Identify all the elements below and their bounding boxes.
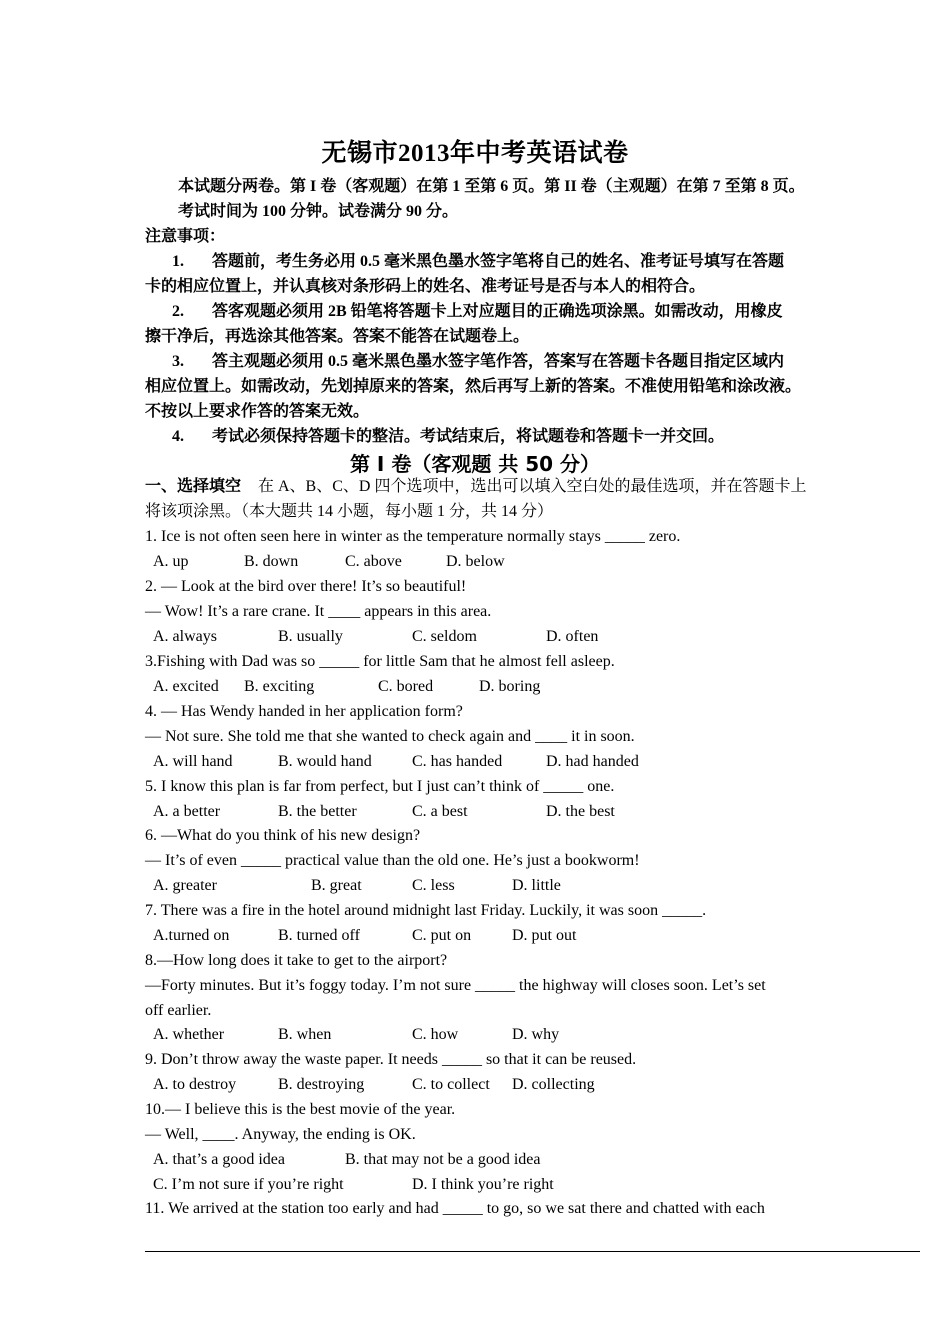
option-a: A. that’s a good idea (153, 1151, 285, 1168)
section-title: 第 I 卷（客观题 共 50 分） (349, 452, 601, 476)
option-d: D. collecting (512, 1076, 595, 1093)
question-stem: 8.—How long does it take to get to the airport? (145, 952, 448, 969)
option-d: D. little (512, 877, 561, 894)
option-d: D. below (446, 553, 505, 570)
option-c: C. I’m not sure if you’re right (153, 1176, 344, 1193)
note-text: 答主观题必须用 0.5 毫米黑色墨水签字笔作答，答案写在答题卡各题目指定区域内 (212, 353, 785, 370)
part-instruction: 将该项涂黑。（本大题共 14 小题，每小题 1 分，共 14 分） (145, 503, 554, 520)
note-number: 2. (172, 303, 184, 320)
note-text: 答题前，考生务必用 0.5 毫米黑色墨水签字笔将自己的姓名、准考证号填写在答题 (212, 253, 785, 270)
question-stem: 7. There was a fire in the hotel around midnight last Friday. Luckily, it was soon _____. (145, 902, 707, 919)
option-a: A. greater (153, 877, 217, 894)
option-b: B. would hand (278, 753, 372, 770)
option-d: D. boring (479, 678, 541, 695)
note-text: 相应位置上。如需改动，先划掉原来的答案，然后再写上新的答案。不准使用铅笔和涂改液。 (145, 378, 802, 395)
question-stem: 9. Don’t throw away the waste paper. It needs _____ so that it can be reused. (145, 1051, 637, 1068)
note-text: 不按以上要求作答的答案无效。 (145, 403, 370, 420)
option-b: B. down (244, 553, 299, 570)
option-d: D. had handed (546, 753, 639, 770)
question-stem: —Forty minutes. But it’s foggy today. I’m not sure _____ the highway will closes soon. Let’s set (145, 977, 766, 994)
question-stem: — Not sure. She told me that she wanted to check again and ____ it in soon. (145, 728, 635, 745)
option-c: C. put on (412, 927, 472, 944)
option-b: B. usually (278, 628, 343, 645)
option-c: C. how (412, 1026, 459, 1043)
option-c: C. bored (378, 678, 434, 695)
option-b: B. destroying (278, 1076, 365, 1093)
option-a: A. whether (153, 1026, 225, 1043)
question-stem: — It’s of even _____ practical value than the old one. He’s just a bookworm! (145, 852, 640, 869)
option-b: B. great (311, 877, 362, 894)
option-c: C. to collect (412, 1076, 490, 1093)
option-a: A. excited (153, 678, 219, 695)
option-d: D. often (546, 628, 599, 645)
part-heading: 一、选择填空 (145, 478, 242, 495)
option-a: A. will hand (153, 753, 233, 770)
option-c: C. less (412, 877, 455, 894)
option-d: D. why (512, 1026, 560, 1043)
question-stem: off earlier. (145, 1002, 212, 1019)
note-text: 卡的相应位置上，并认真核对条形码上的姓名、准考证号是否与本人的相符合。 (145, 278, 706, 295)
option-b: B. that may not be a good idea (345, 1151, 541, 1168)
option-d: D. I think you’re right (412, 1176, 554, 1193)
question-stem: — Well, ____. Anyway, the ending is OK. (145, 1126, 416, 1143)
question-stem: 4. — Has Wendy handed in her application form? (145, 703, 463, 720)
option-a: A. to destroy (153, 1076, 237, 1093)
note-text: 答客观题必须用 2B 铅笔将答题卡上对应题目的正确选项涂黑。如需改动，用橡皮 (212, 303, 783, 320)
option-d: D. put out (512, 927, 577, 944)
note-text: 擦干净后，再选涂其他答案。答案不能答在试题卷上。 (145, 328, 530, 345)
question-stem: 6. —What do you think of his new design? (145, 827, 421, 844)
page-title: 无锡市2013年中考英语试卷 (321, 140, 629, 167)
question-stem: 3.Fishing with Dad was so _____ for little Sam that he almost fell asleep. (145, 653, 615, 670)
option-c: C. a best (412, 803, 468, 820)
question-stem: 10.— I believe this is the best movie of the year. (145, 1101, 456, 1118)
question-stem: 1. Ice is not often seen here in winter as the temperature normally stays _____ zero. (145, 528, 681, 545)
question-stem: 11. We arrived at the station too early and had _____ to go, so we sat there and chatted with each (145, 1200, 765, 1217)
note-number: 4. (172, 428, 184, 445)
option-b: B. turned off (278, 927, 360, 944)
option-a: A. always (153, 628, 217, 645)
option-c: C. has handed (412, 753, 503, 770)
option-a: A. up (153, 553, 189, 570)
question-stem: 5. I know this plan is far from perfect, but I just can’t think of _____ one. (145, 778, 615, 795)
part-instruction: 在 A、B、C、D 四个选项中，选出可以填入空白处的最佳选项，并在答题卡上 (258, 478, 807, 495)
option-b: B. exciting (244, 678, 315, 695)
note-number: 1. (172, 253, 184, 270)
option-b: B. when (278, 1026, 332, 1043)
intro-line-1: 本试题分两卷。第 I 卷（客观题）在第 1 至第 6 页。第 II 卷（主观题）在第 7 至第 8 页。 (178, 178, 805, 195)
question-stem: 2. — Look at the bird over there! It’s so beautiful! (145, 578, 467, 595)
option-b: B. the better (278, 803, 357, 820)
question-stem: — Wow! It’s a rare crane. It ____ appears in this area. (145, 603, 492, 620)
option-a: A. a better (153, 803, 221, 820)
notes-heading: 注意事项： (145, 228, 226, 245)
note-text: 考试必须保持答题卡的整洁。考试结束后，将试题卷和答题卡一并交回。 (212, 428, 725, 445)
intro-line-2: 考试时间为 100 分钟。试卷满分 90 分。 (178, 203, 459, 220)
option-a: A.turned on (153, 927, 230, 944)
footer-divider (145, 1251, 920, 1252)
option-c: C. above (345, 553, 402, 570)
option-c: C. seldom (412, 628, 477, 645)
note-number: 3. (172, 353, 184, 370)
option-d: D. the best (546, 803, 615, 820)
